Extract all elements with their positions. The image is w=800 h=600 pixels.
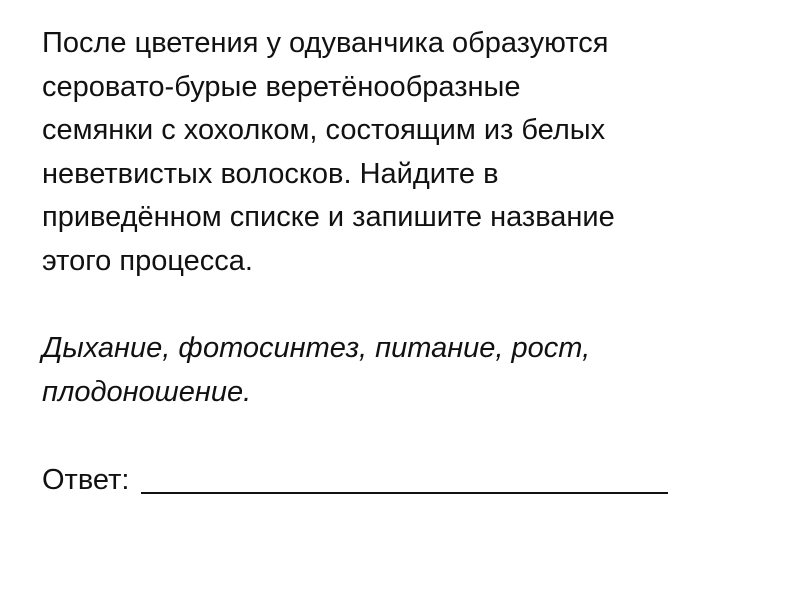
question-line: приведённом списке и запишите название — [42, 201, 615, 233]
question-text — [42, 22, 760, 283]
options-list — [42, 327, 760, 414]
question-line: семянки с хохолком, состоящим из белых — [42, 114, 606, 146]
question-line: После цветения у одуванчика образуются — [42, 27, 609, 59]
question-line: серовато-бурые веретёнообразные — [42, 70, 521, 103]
question-line: этого процесса. — [42, 244, 253, 277]
answer-field[interactable] — [141, 458, 668, 494]
answer-row — [42, 458, 760, 502]
answer-label: Ответ: — [42, 463, 130, 496]
options-line: плодоношение. — [42, 375, 252, 408]
options-line: Дыхание, фотосинтез, питание, рост, — [42, 332, 591, 364]
question-line: неветвистых волосков. Найдите в — [42, 157, 499, 190]
